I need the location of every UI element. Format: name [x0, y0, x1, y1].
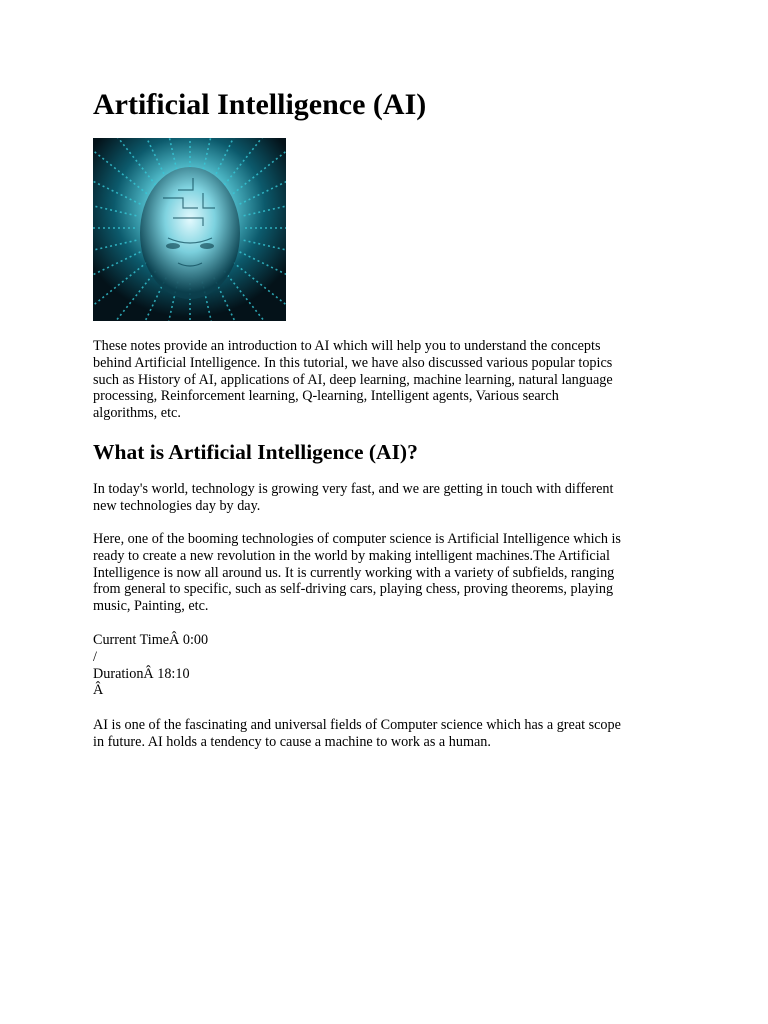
page-title: Artificial Intelligence (AI) [93, 88, 427, 121]
stray-character: Â [93, 682, 104, 699]
time-separator: / [93, 648, 97, 665]
intro-paragraph: These notes provide an introduction to AI which will help you to understand the concepts behind Artificial Intelligence. In this tutorial, we have also discussed various popular topics such as History of AI, applications of AI, deep learning, machine learning, natural language processing, Reinforcement learning, Q-learning, Intelligent agents, Various search algorithms, etc. [93, 338, 613, 422]
video-player-text [93, 632, 683, 699]
section-heading: What is Artificial Intelligence (AI)? [93, 440, 418, 464]
paragraph-1: In today's world, technology is growing very fast, and we are getting in touch with different new technologies day by day. [93, 481, 614, 514]
duration: DurationÂ 18:10 [93, 665, 190, 682]
paragraph-2: Here, one of the booming technologies of computer science is Artificial Intelligence which is ready to create a new revolution in the world by making intelligent machines.The Artificial Intelligence is now all around us. It is currently working with a variety of subfields, ranging from general to specific, such as self-driving cars, playing chess, proving theorems, playing music, Painting, etc. [93, 531, 621, 615]
ai-head-image [93, 138, 286, 321]
ai-head-binary-icon [93, 138, 286, 321]
paragraph-3: AI is one of the fascinating and universal fields of Computer science which has a great scope in future. AI holds a tendency to cause a machine to work as a human. [93, 717, 621, 750]
current-time: Current TimeÂ 0:00 [93, 632, 209, 648]
